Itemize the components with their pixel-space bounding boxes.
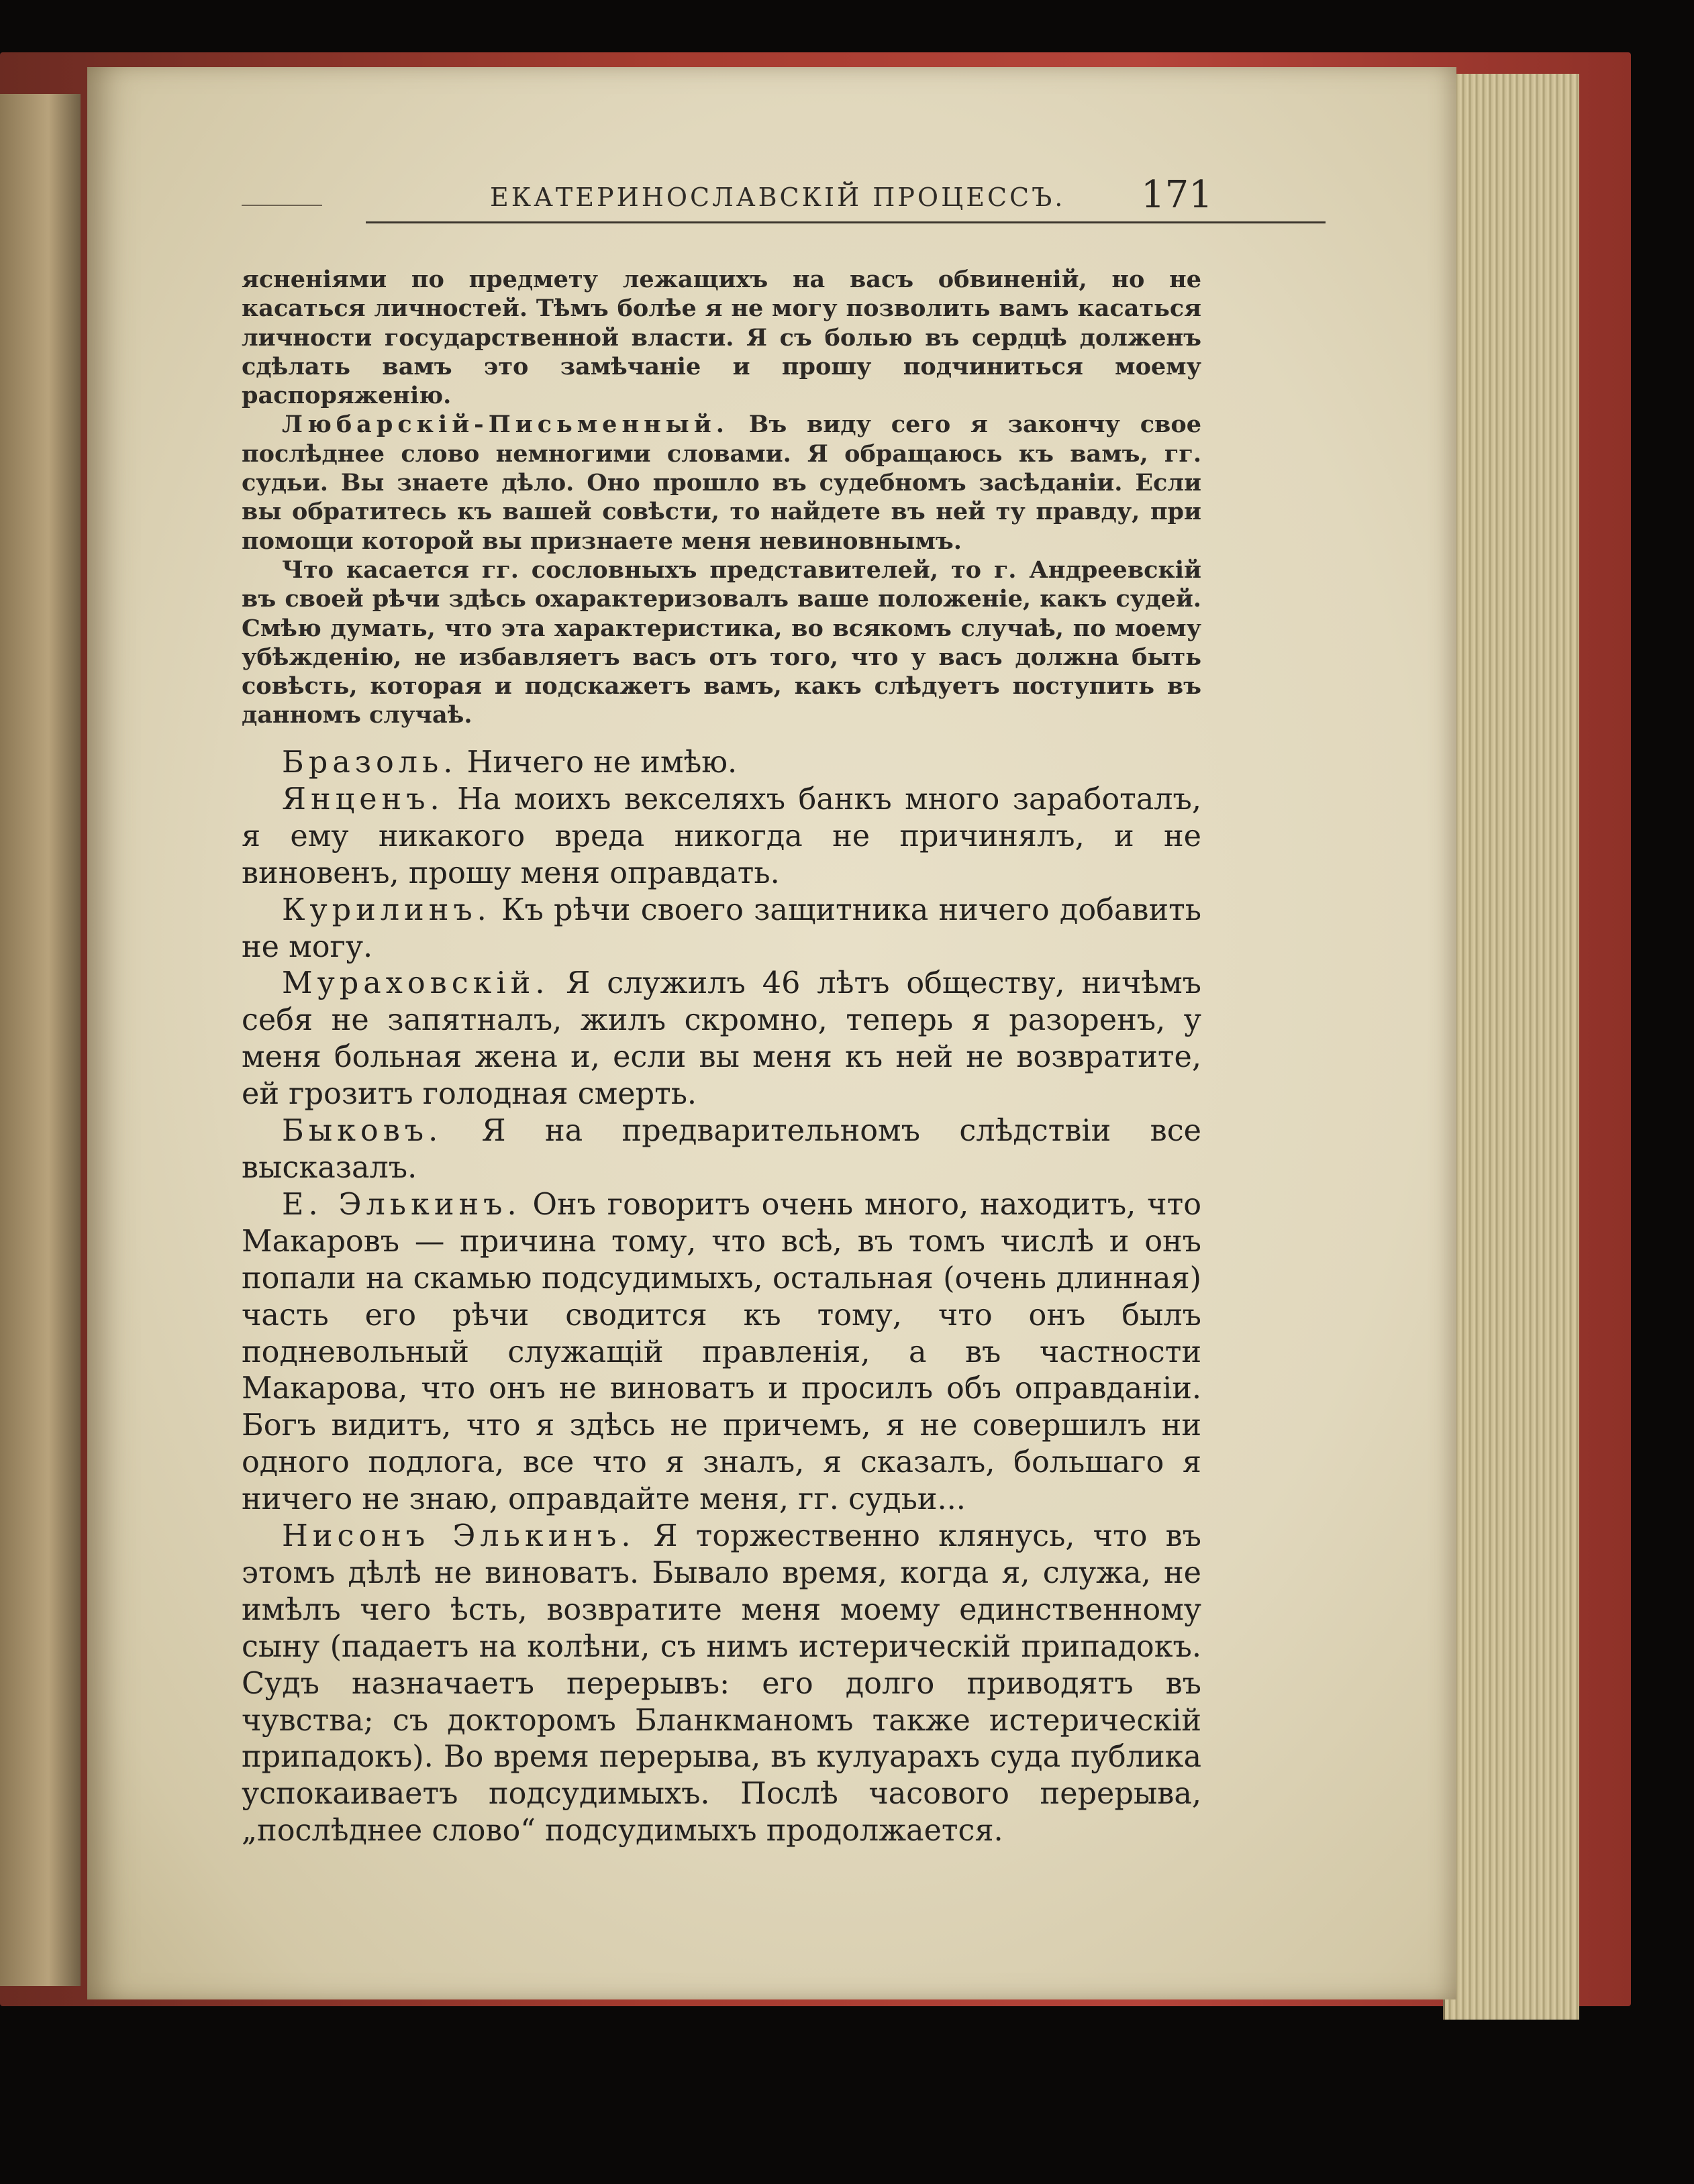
running-head-title: ЕКАТЕРИНОСЛАВСКІЙ ПРОЦЕССЪ. [490,183,1066,212]
paragraph-text: Я торжественно клянусь, что въ этомъ дѣлѣ не виноватъ. Бывало время, когда я, служа, не имѣлъ чего ѣсть, возвратите меня моему единственному сыну (падаетъ на колѣни, съ нимъ истерическій припадокъ. Судъ назначаетъ перерывъ: его долго приводятъ въ чувства; съ докторомъ Бланкманомъ также истерическій припадокъ). Во время перерыва, въ кулуарахъ суда публика успокаиваетъ подсудимыхъ. Послѣ часового перерыва, „послѣднее слово“ подсудимыхъ продолжается. [242,1519,1201,1849]
main-text-block [242,745,1201,1850]
page-number: 171 [1141,173,1213,217]
speaker-name: Любарскій-Письменный. [282,411,729,439]
header-rule [366,221,1326,223]
page-stack-edge [1443,74,1579,2020]
paragraph-text: На моихъ векселяхъ банкъ много заработалъ, я ему никакого вреда никогда не причинялъ, и не виновенъ, прошу меня оправдать. [242,782,1201,890]
paragraph-text: Онъ говоритъ очень много, находитъ, что Макаровъ — причина тому, что всѣ, въ томъ числѣ и онъ попали на скамью подсудимыхъ, остальная (очень длинная) часть его рѣчи сводится къ тому, что онъ былъ подневольный служащій правленія, а въ частности Макарова, что онъ не виноватъ и просилъ объ оправданіи. Богъ видитъ, что я здѣсь не причемъ, я не совершилъ ни одного подлога, все что я зналъ, я сказалъ, большаго я ничего не знаю, оправдайте меня, гг. судьи... [242,1187,1201,1517]
paragraph [242,782,1201,892]
paragraph [242,265,1201,410]
speaker-name: Бразоль. [282,745,458,780]
speaker-name: Мураховскій. [282,966,550,1001]
paragraph-text: Ничего не имѣю. [457,745,738,780]
paragraph [242,966,1201,1113]
paragraph [242,745,1201,782]
paragraph-text: Что касается гг. сословныхъ представителей, то г. Андреевскій въ своей рѣчи здѣсь охарактеризовалъ ваше положеніе, какъ судей. Смѣю думать, что эта характеристика, во всякомъ случаѣ, по моему убѣжденію, не избавляетъ васъ отъ того, что у васъ должна быть совѣсть, которая и подскажетъ вамъ, какъ слѣдуетъ поступить въ данномъ случаѣ. [242,556,1201,729]
running-head [164,168,1213,221]
speaker-name: Нисонъ Элькинъ. [282,1519,636,1554]
paragraph-text: Я на предварительномъ слѣдствіи все высказалъ. [242,1114,1201,1185]
speaker-name: Е. Элькинъ. [282,1187,521,1222]
paragraph [242,410,1201,555]
small-print-block [242,265,1201,730]
speaker-name: Янценъ. [282,782,444,817]
speaker-name: Быковъ. [282,1114,443,1149]
speaker-name: Курилинъ. [282,892,491,927]
paragraph-text: Въ виду сего я закончу свое послѣднее слово немногими словами. Я обращаюсь къ вамъ, гг. судьи. Вы знаете дѣло. Оно прошло въ судебномъ засѣданіи. Если вы обратитесь къ вашей совѣсти, то найдете въ ней ту правду, при помощи которой вы признаете меня невиновнымъ. [242,411,1201,555]
paragraph-text: ясненіями по предмету лежащихъ на васъ обвиненій, но не касаться личностей. Тѣмъ болѣе я не могу позволить вамъ касаться личности государственной власти. Я съ болью въ сердцѣ долженъ сдѣлать вамъ это замѣчаніе и прошу подчиниться моему распоряженію. [242,266,1201,410]
paragraph [242,556,1201,730]
paragraph-text: Къ рѣчи своего защитника ничего добавить не могу. [242,892,1201,964]
paragraph [242,892,1201,966]
paragraph [242,1187,1201,1518]
left-page-edge [0,94,81,1986]
paragraph [242,1113,1201,1187]
paragraph-text: Я служилъ 46 лѣтъ обществу, ничѣмъ себя не запятналъ, жилъ скромно, теперь я разоренъ, у меня больная жена и, если вы меня къ ней не возвратите, ей грозитъ голодная смерть. [242,966,1201,1112]
paragraph [242,1518,1201,1850]
